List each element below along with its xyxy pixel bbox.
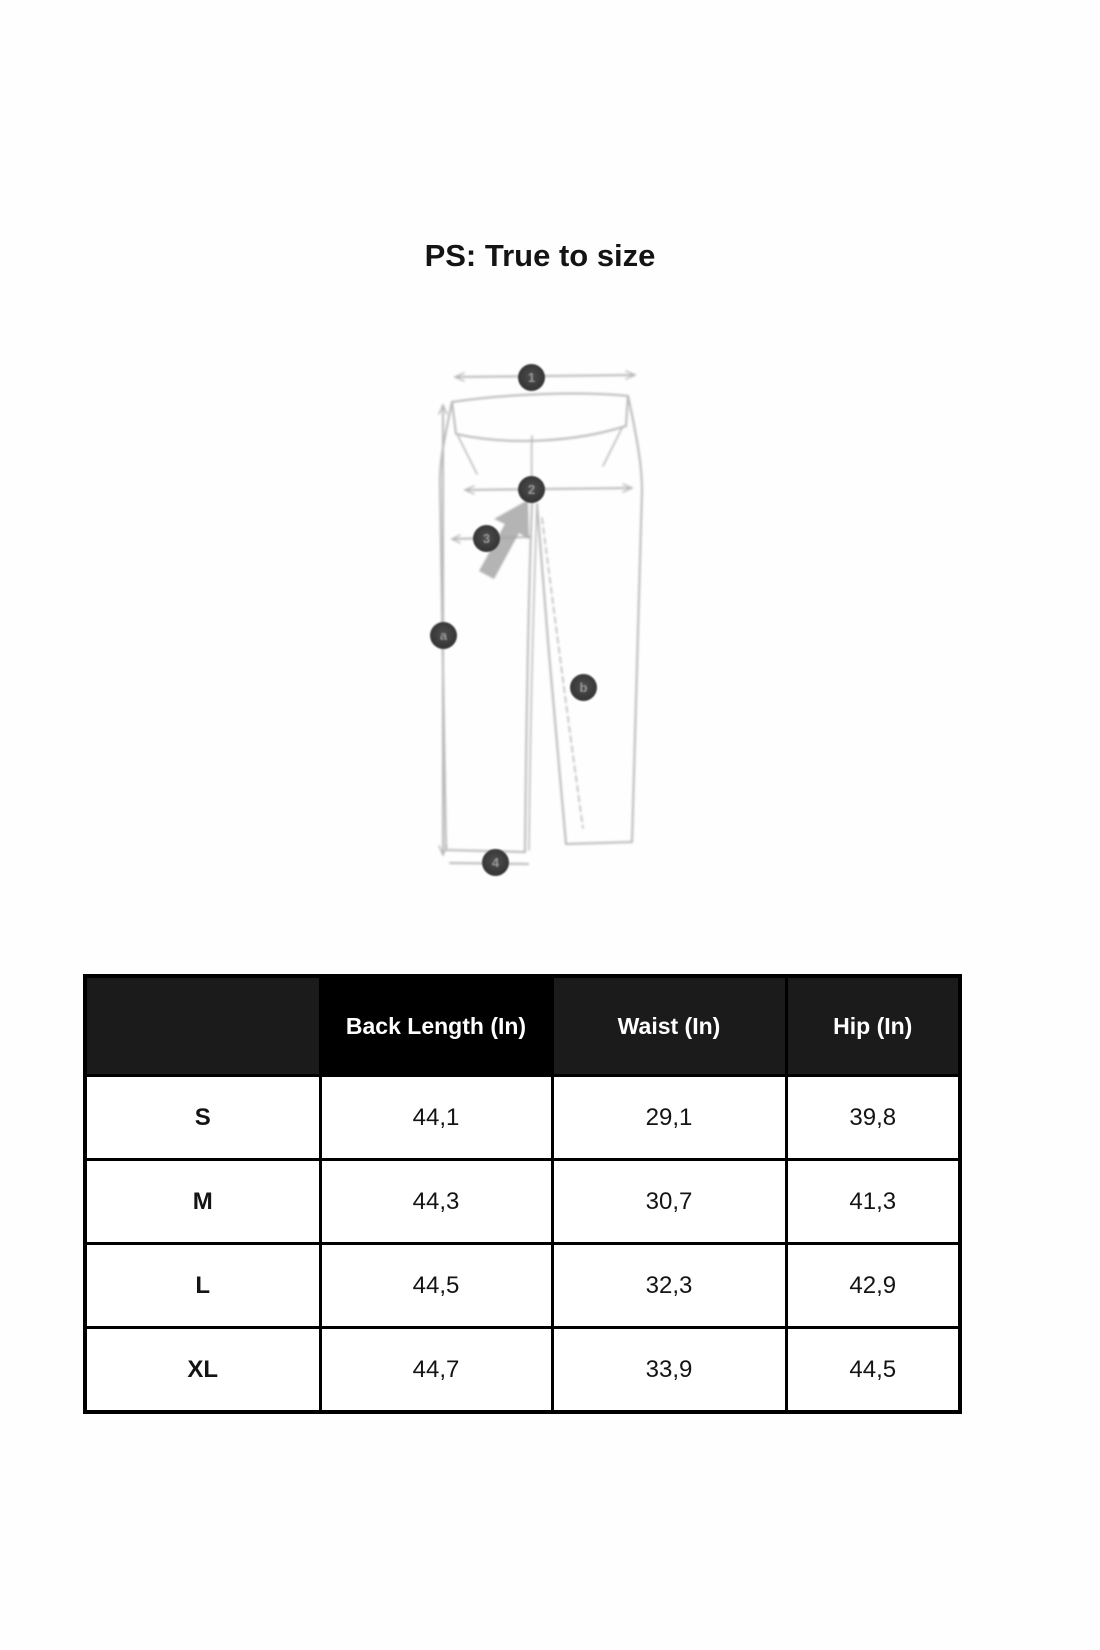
table-row-l (85, 1244, 960, 1328)
inseam-marker: b (570, 674, 597, 701)
header-waist: Waist (In) (552, 976, 786, 1076)
pants-measurement-diagram (380, 350, 680, 880)
hem-marker: 4 (482, 849, 509, 876)
pants-line-art (380, 350, 680, 880)
back-length-marker: a (430, 622, 457, 649)
header-back-length: Back Length (In) (320, 976, 552, 1076)
page-title: PS: True to size (424, 238, 656, 273)
size-label: M (85, 1160, 320, 1244)
hip-value: 41,3 (786, 1160, 960, 1244)
back-length-value: 44,5 (320, 1244, 552, 1328)
back-length-value: 44,7 (320, 1328, 552, 1413)
hip-value: 42,9 (786, 1244, 960, 1328)
size-label: XL (85, 1328, 320, 1413)
waist-value: 33,9 (552, 1328, 786, 1413)
waist-value: 32,3 (552, 1244, 786, 1328)
table-row-xl (85, 1328, 960, 1413)
hip-value: 44,5 (786, 1328, 960, 1413)
table-row-m (85, 1160, 960, 1244)
header-row (85, 976, 960, 1076)
waist-value: 29,1 (552, 1076, 786, 1160)
back-length-value: 44,1 (320, 1076, 552, 1160)
size-label: L (85, 1244, 320, 1328)
header-empty (85, 976, 320, 1076)
hip-marker: 2 (518, 476, 545, 503)
size-label: S (85, 1076, 320, 1160)
thigh-marker: 3 (473, 525, 500, 552)
table-row-s (85, 1076, 960, 1160)
hip-value: 39,8 (786, 1076, 960, 1160)
back-length-value: 44,3 (320, 1160, 552, 1244)
size-chart-table (83, 974, 962, 1414)
waist-value: 30,7 (552, 1160, 786, 1244)
header-hip: Hip (In) (786, 976, 960, 1076)
waist-marker: 1 (518, 364, 545, 391)
